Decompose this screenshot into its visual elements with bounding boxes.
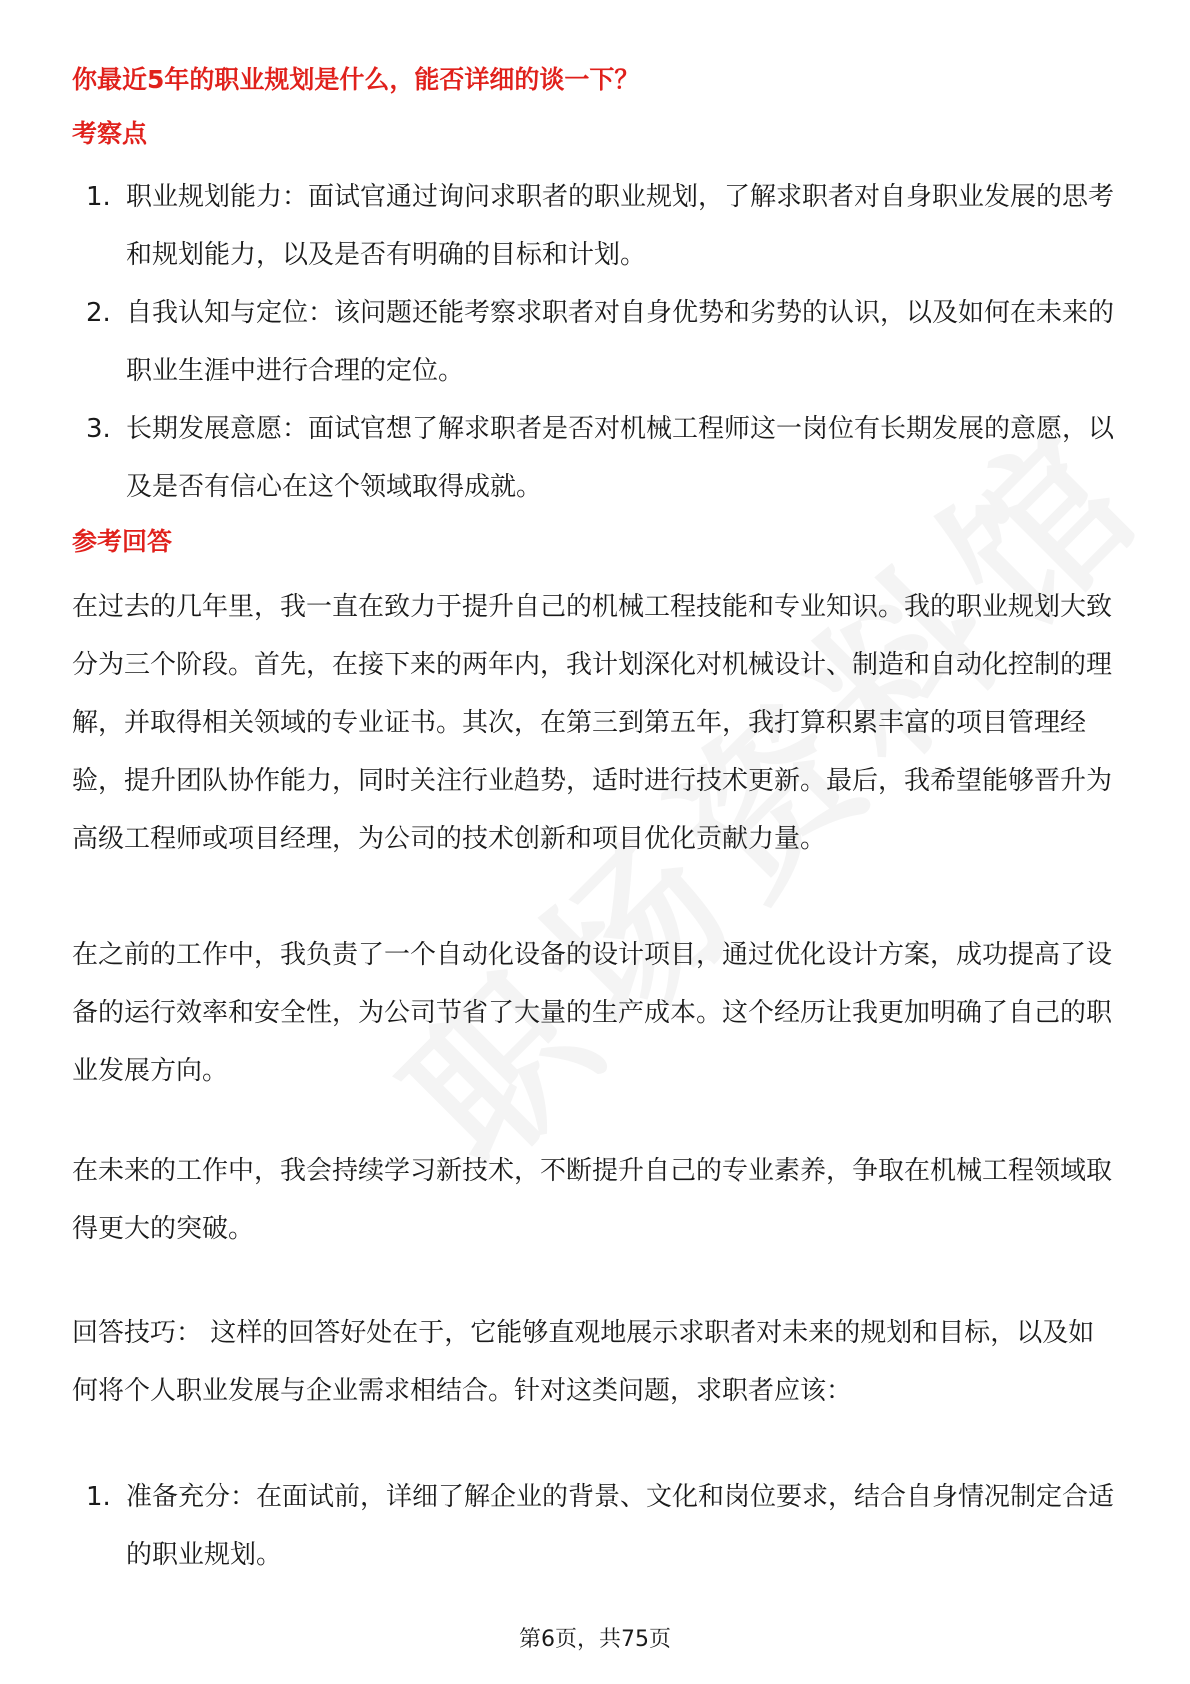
observation-list [72,168,1122,516]
answer-title: 参考回答 [72,527,173,556]
question-heading: 你最近5年的职业规划是什么，能否详细的谈一下？ [72,65,640,94]
list-item-number: 1. [86,182,111,212]
list-item-text: 职业规划能力：面试官通过询问求职者的职业规划，了解求职者对自身职业发展的思考和规划能力，以及是否有明确的目标和计划。 [126,182,1115,270]
tips-paragraph: 回答技巧： 这样的回答好处在于，它能够直观地展示求职者对未来的规划和目标，以及如何将个人职业发展与企业需求相结合。针对这类问题，求职者应该： [72,1318,1095,1406]
list-item-text: 长期发展意愿：面试官想了解求职者是否对机械工程师这一岗位有长期发展的意愿，以及是否有信心在这个领域取得成就。 [126,414,1115,502]
answer-paragraph: 在过去的几年里，我一直在致力于提升自己的机械工程技能和专业知识。我的职业规划大致分为三个阶段。首先，在接下来的两年内，我计划深化对机械设计、制造和自动化控制的理解，并取得相关领域的专业证书。其次，在第三到第五年，我打算积累丰富的项目管理经验，提升团队协作能力，同时关注行业趋势，适时进行技术更新。最后，我希望能够晋升为高级工程师或项目经理，为公司的技术创新和项目优化贡献力量。 [72,592,1113,854]
answer-paragraph: 在未来的工作中，我会持续学习新技术，不断提升自己的专业素养，争取在机械工程领域取得更大的突破。 [72,1156,1113,1244]
list-item [72,168,1122,284]
tips-list [72,1468,1122,1584]
answer-paragraph: 在之前的工作中，我负责了一个自动化设备的设计项目，通过优化设计方案，成功提高了设备的运行效率和安全性，为公司节省了大量的生产成本。这个经历让我更加明确了自己的职业发展方向。 [72,940,1113,1086]
list-item-number: 1. [86,1482,111,1512]
list-item [72,400,1122,516]
list-item [72,284,1122,400]
list-item-text: 准备充分：在面试前，详细了解企业的背景、文化和岗位要求，结合自身情况制定合适的职业规划。 [126,1482,1115,1570]
page-number-footer: 第6页，共75页 [519,1627,671,1652]
list-item [72,1468,1122,1584]
observation-title: 考察点 [72,119,148,148]
list-item-text: 自我认知与定位：该问题还能考察求职者对自身优势和劣势的认识，以及如何在未来的职业生涯中进行合理的定位。 [126,298,1115,386]
list-item-number: 3. [86,414,111,444]
list-item-number: 2. [86,298,111,328]
